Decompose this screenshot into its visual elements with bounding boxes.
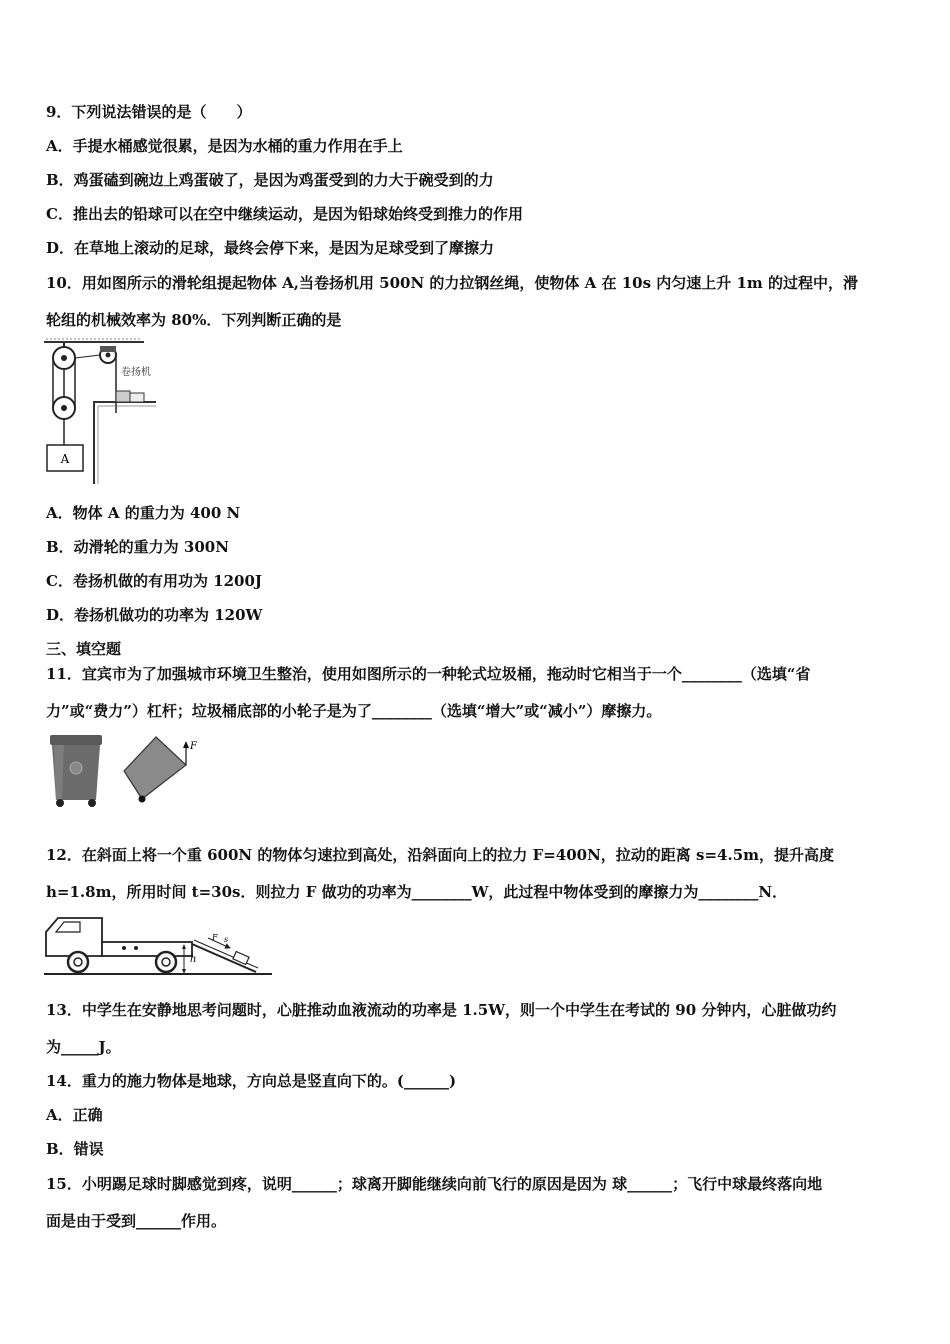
q9-stem: 9．下列说法错误的是（ ） bbox=[46, 103, 252, 121]
q10-option-a: A．物体 A 的重力为 400 N bbox=[46, 504, 241, 522]
winch-label: 卷扬机 bbox=[121, 367, 151, 378]
ramp-f-label: F bbox=[212, 933, 218, 942]
q14-option-a: A．正确 bbox=[46, 1106, 103, 1124]
q11-line1: 11．宜宾市为了加强城市环境卫生整治，使用如图所示的一种轮式垃圾桶，拖动时它相当于一个________（选填“省 bbox=[46, 665, 811, 683]
q12-line2: h=1.8m，所用时间 t=30s．则拉力 F 做功的功率为________W，此过程中物体受到的摩擦力为________N． bbox=[46, 883, 788, 901]
q10-option-d: D．卷扬机做功的功率为 120W bbox=[46, 606, 263, 624]
q9-option-b: B．鸡蛋磕到碗边上鸡蛋破了，是因为鸡蛋受到的力大于碗受到的力 bbox=[46, 171, 494, 189]
q12-line1: 12．在斜面上将一个重 600N 的物体匀速拉到高处，沿斜面向上的拉力 F=400N，拉动的距离 s=4.5m，提升高度 bbox=[46, 846, 835, 864]
pulley-winch-figure bbox=[44, 338, 164, 484]
q13-line2: 为_____J。 bbox=[46, 1038, 121, 1056]
trash-bin-photo bbox=[44, 732, 106, 808]
q10-option-c: C．卷扬机做的有用功为 1200J bbox=[46, 572, 263, 590]
height-h-label: h bbox=[190, 954, 197, 965]
truck-ramp-figure bbox=[44, 912, 274, 978]
q10-stem-line1: 10．用如图所示的滑轮组提起物体 A,当卷扬机用 500N 的力拉钢丝绳，使物体 A 在 10s 内匀速上升 1m 的过程中，滑 bbox=[46, 274, 859, 292]
q9-option-a: A．手提水桶感觉很累，是因为水桶的重力作用在手上 bbox=[46, 137, 403, 155]
q11-line2: 力”或“费力”）杠杆；垃圾桶底部的小轮子是为了________（选填“增大”或“减小”）摩擦力。 bbox=[46, 702, 662, 720]
force-f-label: F bbox=[190, 741, 197, 752]
q13-line1: 13．中学生在安静地思考问题时，心脏推动血液流动的功率是 1.5W，则一个中学生在考试的 90 分钟内，心脏做功约 bbox=[46, 1001, 837, 1019]
q14-option-b: B．错误 bbox=[46, 1140, 104, 1158]
ramp-s-label: s bbox=[224, 935, 229, 944]
block-a-label: A bbox=[60, 452, 70, 466]
trash-bin-diagram bbox=[120, 735, 200, 807]
q10-stem-line2: 轮组的机械效率为 80%．下列判断正确的是 bbox=[46, 311, 342, 329]
q15-line1: 15．小明踢足球时脚感觉到疼，说明______；球离开脚能继续向前飞行的原因是因为 球______；飞行中球最终落向地 bbox=[46, 1175, 823, 1193]
q9-option-d: D．在草地上滚动的足球，最终会停下来，是因为足球受到了摩擦力 bbox=[46, 239, 495, 257]
q14-stem: 14．重力的施力物体是地球，方向总是竖直向下的。(______) bbox=[46, 1072, 457, 1090]
q9-option-c: C．推出去的铅球可以在空中继续运动，是因为铅球始终受到推力的作用 bbox=[46, 205, 523, 223]
section-title: 三、填空题 bbox=[46, 640, 122, 658]
q15-line2: 面是由于受到______作用。 bbox=[46, 1212, 227, 1230]
q10-option-b: B．动滑轮的重力为 300N bbox=[46, 538, 229, 556]
